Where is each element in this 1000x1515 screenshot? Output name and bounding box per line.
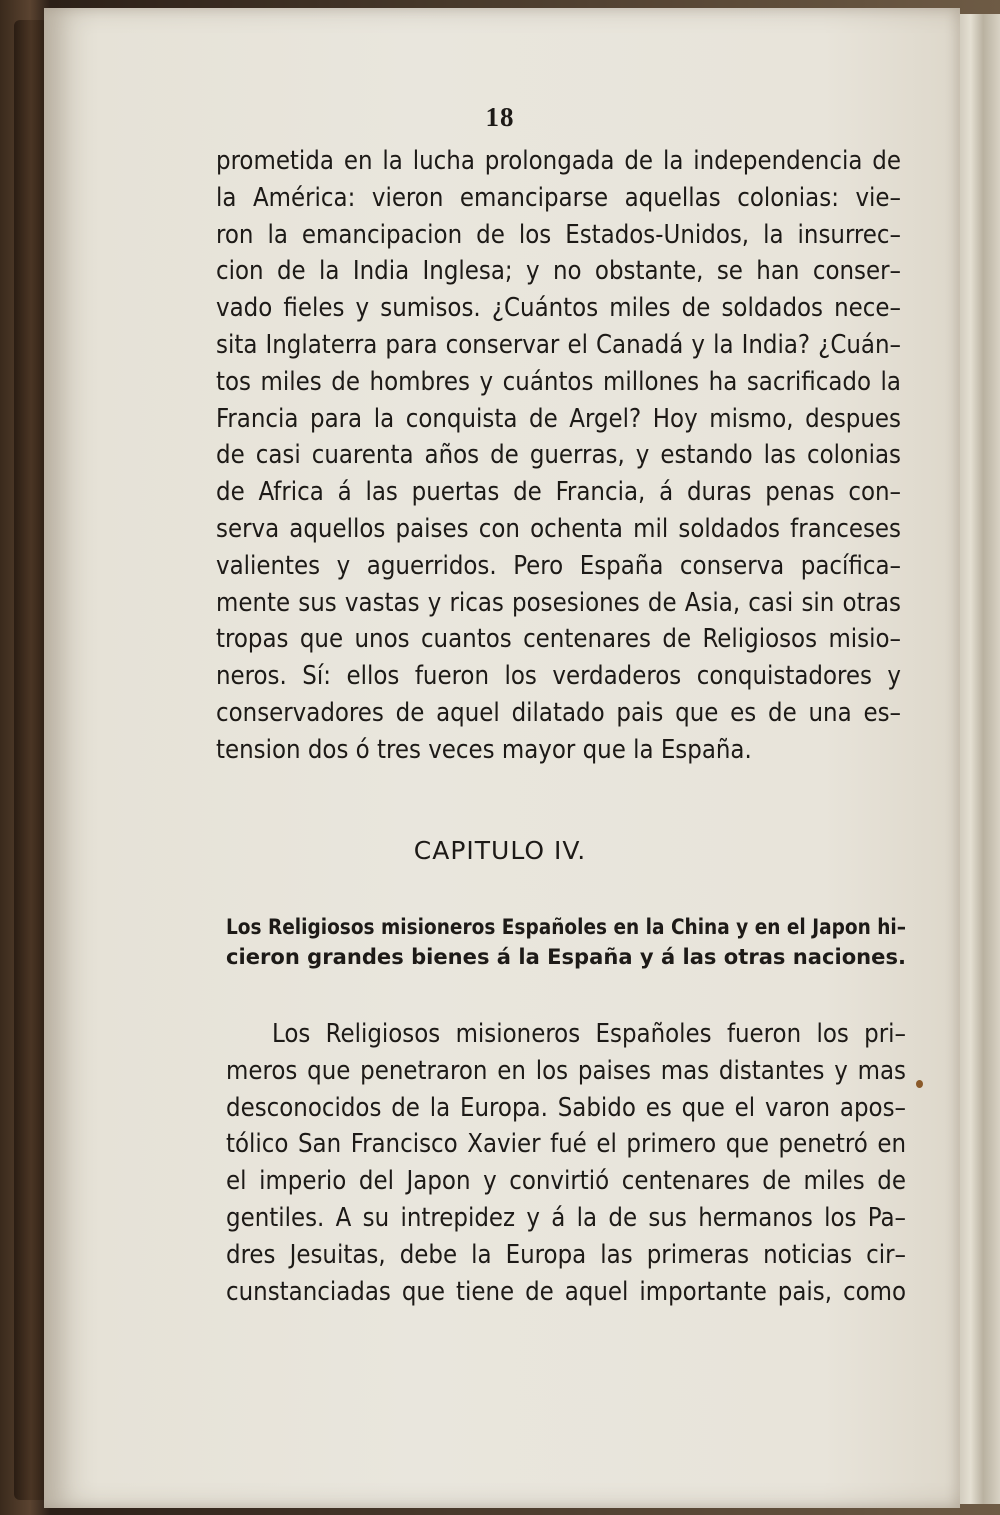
summary-line: cieron grandes bienes á la España y á las otras naciones.	[226, 945, 906, 970]
text-line: gentiles. A su intrepidez y á la de sus hermanos los Pa–	[226, 1202, 906, 1233]
text-line: mente sus vastas y ricas posesiones de Asia, casi sin otras	[216, 587, 901, 618]
text-line: ron la emancipacion de los Estados-Unidos, la insurrec–	[216, 219, 901, 250]
paragraph-2	[226, 1016, 906, 1310]
text-line: vado fieles y sumisos. ¿Cuántos miles de soldados nece–	[216, 293, 901, 324]
chapter-heading: CAPITULO IV.	[413, 836, 587, 865]
page-number: 18	[485, 102, 515, 132]
text-line: cunstanciadas que tiene de aquel importante pais, como	[226, 1276, 906, 1307]
text-line: la América: vieron emanciparse aquellas colonias: vie–	[216, 182, 901, 213]
text-line: conservadores de aquel dilatado pais que es de una es–	[216, 697, 901, 728]
text-line: tropas que unos cuantos centenares de Religiosos misio–	[216, 624, 901, 655]
paragraph-1	[216, 143, 901, 769]
text-line: de Africa á las puertas de Francia, á duras penas con–	[216, 477, 901, 508]
text-line: valientes y aguerridos. Pero España conserva pacífica–	[216, 550, 901, 581]
text-line: prometida en la lucha prolongada de la independencia de	[216, 146, 901, 176]
text-line: tos miles de hombres y cuántos millones ha sacrificado la	[216, 366, 901, 397]
chapter-summary	[226, 913, 906, 973]
text-line: tension dos ó tres veces mayor que la España.	[216, 734, 752, 765]
text-line: serva aquellos paises con ochenta mil soldados franceses	[216, 513, 901, 544]
text-line: neros. Sí: ellos fueron los verdaderos conquistadores y	[216, 661, 901, 692]
text-line: el imperio del Japon y convirtió centenares de miles de	[226, 1166, 906, 1197]
text-line: dres Jesuitas, debe la Europa las primeras noticias cir–	[226, 1239, 906, 1270]
page-edge-right	[958, 14, 1000, 1504]
text-line: Francia para la conquista de Argel? Hoy mismo, despues	[216, 403, 901, 434]
text-line: de casi cuarenta años de guerras, y estando las colonias	[216, 440, 901, 471]
text-line: tólico San Francisco Xavier fué el primero que penetró en	[226, 1129, 906, 1160]
text-line: sita Inglaterra para conservar el Canadá y la India? ¿Cuán–	[216, 329, 901, 360]
book-spine	[14, 20, 48, 1500]
text-line: Los Religiosos misioneros Españoles fueron los pri–	[272, 1019, 906, 1049]
foxing-spot	[916, 1080, 923, 1088]
text-line: desconocidos de la Europa. Sabido es que el varon apos–	[226, 1092, 906, 1123]
text-line: cion de la India Inglesa; y no obstante, se han conser–	[216, 256, 901, 287]
summary-line: Los Religiosos misioneros Españoles en la China y en el Japon hi–	[226, 915, 906, 940]
text-line: meros que penetraron en los paises mas distantes y mas	[226, 1055, 906, 1086]
